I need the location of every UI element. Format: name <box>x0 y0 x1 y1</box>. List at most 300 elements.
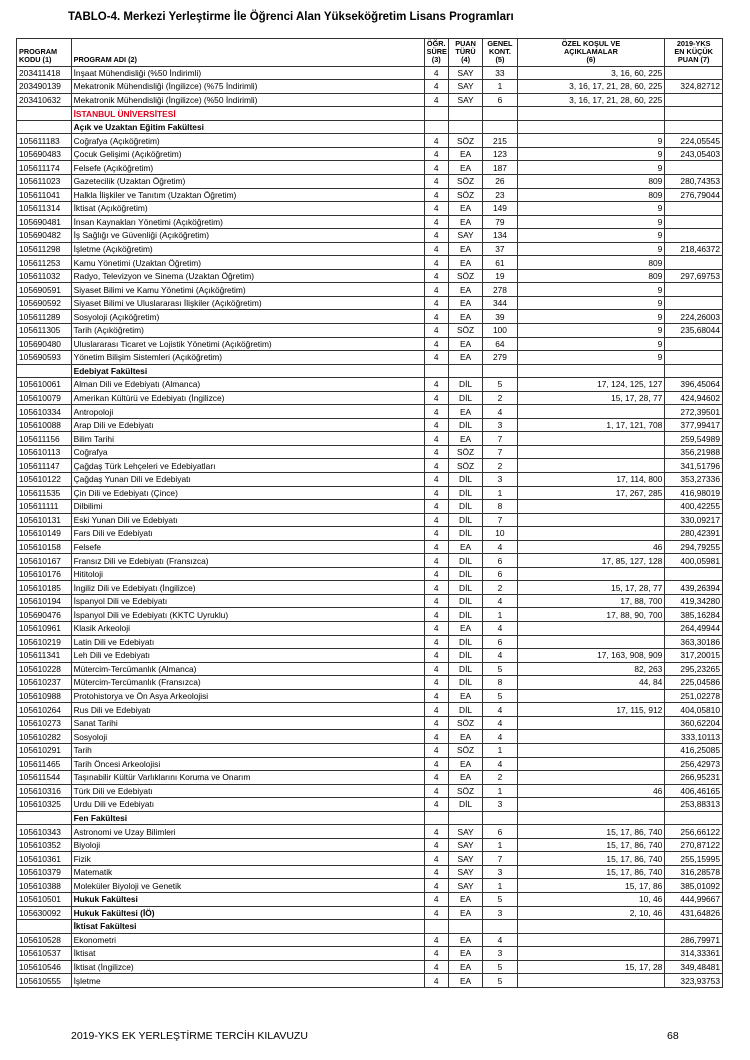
notes: 15, 17, 86, 740 <box>517 838 665 852</box>
program-row <box>17 947 723 961</box>
quota: 8 <box>483 676 517 690</box>
notes: 17, 124, 125, 127 <box>517 378 665 392</box>
program-code: 105610219 <box>17 635 72 649</box>
score-type: EA <box>448 771 482 785</box>
program-name: Taşınabilir Kültür Varlıklarını Koruma ve Onarım <box>71 771 424 785</box>
program-name: Çağdaş Yunan Dili ve Edebiyatı <box>71 473 424 487</box>
notes <box>517 622 665 636</box>
header-min-score: 2019-YKS EN KÜÇÜK PUAN (7) <box>665 39 723 67</box>
score-type: EA <box>448 242 482 256</box>
quota: 3 <box>483 798 517 812</box>
faculty-name: Fen Fakültesi <box>71 811 424 825</box>
faculty-name: Edebiyat Fakültesi <box>71 364 424 378</box>
program-row <box>17 486 723 500</box>
duration: 4 <box>424 581 448 595</box>
score-type: SÖZ <box>448 324 482 338</box>
duration: 4 <box>424 174 448 188</box>
program-name: Hukuk Fakültesi <box>71 892 424 906</box>
score-type: EA <box>448 256 482 270</box>
notes: 3, 16, 17, 21, 28, 60, 225 <box>517 80 665 94</box>
min-score: 295,23265 <box>665 662 723 676</box>
program-name: Leh Dili ve Edebiyatı <box>71 649 424 663</box>
program-code: 105690480 <box>17 337 72 351</box>
program-row <box>17 527 723 541</box>
duration: 4 <box>424 933 448 947</box>
quota: 10 <box>483 527 517 541</box>
notes: 15, 17, 86 <box>517 879 665 893</box>
empty-cell <box>517 920 665 934</box>
notes: 15, 17, 86, 740 <box>517 825 665 839</box>
program-code: 105610325 <box>17 798 72 812</box>
program-code: 105690592 <box>17 296 72 310</box>
program-code: 105610988 <box>17 689 72 703</box>
empty-cell <box>448 107 482 121</box>
program-name: Protohistorya ve Ön Asya Arkeolojisi <box>71 689 424 703</box>
score-type: DİL <box>448 635 482 649</box>
program-name: Arap Dili ve Edebiyatı <box>71 418 424 432</box>
duration: 4 <box>424 310 448 324</box>
min-score: 377,99417 <box>665 418 723 432</box>
program-code: 105690476 <box>17 608 72 622</box>
quota: 5 <box>483 892 517 906</box>
program-row <box>17 134 723 148</box>
program-code: 105611111 <box>17 500 72 514</box>
empty-cell <box>424 811 448 825</box>
duration: 4 <box>424 378 448 392</box>
program-row <box>17 540 723 554</box>
notes <box>517 757 665 771</box>
program-row <box>17 256 723 270</box>
score-type: EA <box>448 351 482 365</box>
program-code: 105610079 <box>17 391 72 405</box>
program-row <box>17 215 723 229</box>
score-type: EA <box>448 960 482 974</box>
score-type: EA <box>448 147 482 161</box>
duration: 4 <box>424 743 448 757</box>
quota: 4 <box>483 703 517 717</box>
program-row <box>17 459 723 473</box>
faculty-row <box>17 120 723 134</box>
quota: 6 <box>483 93 517 107</box>
header-program-name: PROGRAM ADI (2) <box>71 39 424 67</box>
program-code: 105610149 <box>17 527 72 541</box>
min-score: 360,62204 <box>665 716 723 730</box>
quota: 7 <box>483 513 517 527</box>
program-name: Eski Yunan Dili ve Edebiyatı <box>71 513 424 527</box>
program-code: 105611147 <box>17 459 72 473</box>
min-score: 353,27336 <box>665 473 723 487</box>
min-score: 400,42255 <box>665 500 723 514</box>
quota: 5 <box>483 974 517 988</box>
min-score <box>665 567 723 581</box>
program-code: 105610555 <box>17 974 72 988</box>
notes: 17, 114, 800 <box>517 473 665 487</box>
duration: 4 <box>424 473 448 487</box>
notes: 17, 88, 90, 700 <box>517 608 665 622</box>
program-code: 105611298 <box>17 242 72 256</box>
duration: 4 <box>424 418 448 432</box>
quota: 1 <box>483 486 517 500</box>
quota: 5 <box>483 689 517 703</box>
duration: 4 <box>424 635 448 649</box>
min-score: 419,34280 <box>665 594 723 608</box>
duration: 4 <box>424 80 448 94</box>
quota: 1 <box>483 608 517 622</box>
notes: 17, 85, 127, 128 <box>517 554 665 568</box>
program-row <box>17 310 723 324</box>
duration: 4 <box>424 960 448 974</box>
notes: 1, 17, 121, 708 <box>517 418 665 432</box>
notes: 15, 17, 28 <box>517 960 665 974</box>
quota: 1 <box>483 784 517 798</box>
program-code: 105610537 <box>17 947 72 961</box>
quota: 344 <box>483 296 517 310</box>
min-score: 385,16284 <box>665 608 723 622</box>
quota: 1 <box>483 838 517 852</box>
notes: 46 <box>517 540 665 554</box>
university-row <box>17 107 723 121</box>
score-type: EA <box>448 202 482 216</box>
quota: 79 <box>483 215 517 229</box>
program-row <box>17 716 723 730</box>
program-name: Mütercim-Tercümanlık (Fransızca) <box>71 676 424 690</box>
duration: 4 <box>424 540 448 554</box>
program-code: 105610176 <box>17 567 72 581</box>
program-row <box>17 933 723 947</box>
table-header-row <box>17 39 723 67</box>
min-score: 330,09217 <box>665 513 723 527</box>
duration: 4 <box>424 594 448 608</box>
program-code: 105611341 <box>17 649 72 663</box>
min-score: 404,05810 <box>665 703 723 717</box>
duration: 4 <box>424 554 448 568</box>
score-type: EA <box>448 892 482 906</box>
duration: 4 <box>424 513 448 527</box>
score-type: DİL <box>448 662 482 676</box>
program-code: 105611023 <box>17 174 72 188</box>
empty-cell <box>448 120 482 134</box>
program-name: İnsan Kaynakları Yönetimi (Açıköğretim) <box>71 215 424 229</box>
quota: 1 <box>483 80 517 94</box>
program-row <box>17 635 723 649</box>
min-score: 317,20015 <box>665 649 723 663</box>
program-name: İngiliz Dili ve Edebiyatı (İngilizce) <box>71 581 424 595</box>
min-score: 333,10113 <box>665 730 723 744</box>
empty-cell <box>17 811 72 825</box>
program-row <box>17 432 723 446</box>
score-type: SÖZ <box>448 743 482 757</box>
duration: 4 <box>424 771 448 785</box>
program-row <box>17 879 723 893</box>
min-score: 224,05545 <box>665 134 723 148</box>
quota: 4 <box>483 933 517 947</box>
program-name: Kamu Yönetimi (Uzaktan Öğretim) <box>71 256 424 270</box>
duration: 4 <box>424 730 448 744</box>
min-score: 256,66122 <box>665 825 723 839</box>
duration: 4 <box>424 351 448 365</box>
program-code: 105610316 <box>17 784 72 798</box>
program-code: 105610228 <box>17 662 72 676</box>
program-name: Biyoloji <box>71 838 424 852</box>
score-type: DİL <box>448 798 482 812</box>
score-type: SAY <box>448 229 482 243</box>
program-row <box>17 825 723 839</box>
program-name: Sanat Tarihi <box>71 716 424 730</box>
notes <box>517 459 665 473</box>
empty-cell <box>424 364 448 378</box>
empty-cell <box>483 120 517 134</box>
program-code: 105690482 <box>17 229 72 243</box>
table-body <box>17 66 723 987</box>
empty-cell <box>665 920 723 934</box>
program-code: 105630092 <box>17 906 72 920</box>
program-name: Çocuk Gelişimi (Açıköğretim) <box>71 147 424 161</box>
notes: 15, 17, 86, 740 <box>517 852 665 866</box>
min-score: 323,93753 <box>665 974 723 988</box>
min-score <box>665 351 723 365</box>
score-type: DİL <box>448 649 482 663</box>
notes <box>517 716 665 730</box>
score-type: EA <box>448 540 482 554</box>
notes: 46 <box>517 784 665 798</box>
quota: 5 <box>483 378 517 392</box>
score-type: SAY <box>448 879 482 893</box>
score-type: SÖZ <box>448 174 482 188</box>
empty-cell <box>424 920 448 934</box>
score-type: DİL <box>448 473 482 487</box>
program-code: 105610194 <box>17 594 72 608</box>
program-code: 105611041 <box>17 188 72 202</box>
min-score <box>665 161 723 175</box>
duration: 4 <box>424 825 448 839</box>
program-row <box>17 676 723 690</box>
duration: 4 <box>424 283 448 297</box>
program-name: Coğrafya (Açıköğretim) <box>71 134 424 148</box>
program-name: Tarih (Açıköğretim) <box>71 324 424 338</box>
program-code: 203410632 <box>17 93 72 107</box>
program-row <box>17 174 723 188</box>
quota: 215 <box>483 134 517 148</box>
program-row <box>17 188 723 202</box>
duration: 4 <box>424 242 448 256</box>
duration: 4 <box>424 838 448 852</box>
program-name: Moleküler Biyoloji ve Genetik <box>71 879 424 893</box>
program-code: 105610282 <box>17 730 72 744</box>
score-type: SAY <box>448 825 482 839</box>
score-type: DİL <box>448 594 482 608</box>
program-name: Astronomi ve Uzay Bilimleri <box>71 825 424 839</box>
score-type: SÖZ <box>448 716 482 730</box>
program-name: Hititoloji <box>71 567 424 581</box>
program-code: 105610088 <box>17 418 72 432</box>
score-type: DİL <box>448 554 482 568</box>
min-score: 324,82712 <box>665 80 723 94</box>
quota: 2 <box>483 391 517 405</box>
duration: 4 <box>424 757 448 771</box>
program-name: İş Sağlığı ve Güvenliği (Açıköğretim) <box>71 229 424 243</box>
faculty-row <box>17 920 723 934</box>
program-name: Siyaset Bilimi ve Kamu Yönetimi (Açıköğretim) <box>71 283 424 297</box>
program-code: 105610264 <box>17 703 72 717</box>
notes <box>517 933 665 947</box>
program-code: 203490139 <box>17 80 72 94</box>
program-code: 105611253 <box>17 256 72 270</box>
program-code: 105610388 <box>17 879 72 893</box>
duration: 4 <box>424 147 448 161</box>
quota: 149 <box>483 202 517 216</box>
notes <box>517 743 665 757</box>
notes <box>517 527 665 541</box>
score-type: EA <box>448 622 482 636</box>
notes: 10, 46 <box>517 892 665 906</box>
min-score: 416,25085 <box>665 743 723 757</box>
score-type: EA <box>448 947 482 961</box>
min-score: 400,05981 <box>665 554 723 568</box>
program-code: 105610352 <box>17 838 72 852</box>
empty-cell <box>17 107 72 121</box>
notes: 809 <box>517 269 665 283</box>
min-score: 314,33361 <box>665 947 723 961</box>
score-type: DİL <box>448 378 482 392</box>
program-code: 105610273 <box>17 716 72 730</box>
program-row <box>17 283 723 297</box>
program-code: 105611156 <box>17 432 72 446</box>
quota: 2 <box>483 771 517 785</box>
program-name: Çin Dili ve Edebiyatı (Çince) <box>71 486 424 500</box>
min-score: 270,87122 <box>665 838 723 852</box>
program-name: Matematik <box>71 865 424 879</box>
empty-cell <box>517 120 665 134</box>
program-code: 105611032 <box>17 269 72 283</box>
program-row <box>17 730 723 744</box>
program-code: 105610361 <box>17 852 72 866</box>
score-type: SAY <box>448 838 482 852</box>
notes <box>517 500 665 514</box>
program-name: Hukuk Fakültesi (İÖ) <box>71 906 424 920</box>
duration: 4 <box>424 974 448 988</box>
duration: 4 <box>424 93 448 107</box>
notes: 9 <box>517 283 665 297</box>
notes: 9 <box>517 310 665 324</box>
score-type: SAY <box>448 66 482 80</box>
quota: 4 <box>483 757 517 771</box>
quota: 4 <box>483 649 517 663</box>
university-name: İSTANBUL ÜNİVERSİTESİ <box>71 107 424 121</box>
notes: 17, 267, 285 <box>517 486 665 500</box>
min-score: 218,46372 <box>665 242 723 256</box>
program-row <box>17 581 723 595</box>
score-type: SÖZ <box>448 784 482 798</box>
duration: 4 <box>424 445 448 459</box>
program-row <box>17 757 723 771</box>
notes <box>517 513 665 527</box>
program-row <box>17 324 723 338</box>
duration: 4 <box>424 134 448 148</box>
program-row <box>17 296 723 310</box>
score-type: DİL <box>448 418 482 432</box>
faculty-row <box>17 364 723 378</box>
program-row <box>17 960 723 974</box>
quota: 4 <box>483 405 517 419</box>
header-notes: ÖZEL KOŞUL VE AÇIKLAMALAR (6) <box>517 39 665 67</box>
duration: 4 <box>424 229 448 243</box>
notes <box>517 432 665 446</box>
quota: 6 <box>483 554 517 568</box>
duration: 4 <box>424 188 448 202</box>
notes: 15, 17, 86, 740 <box>517 865 665 879</box>
quota: 39 <box>483 310 517 324</box>
duration: 4 <box>424 486 448 500</box>
program-code: 105610961 <box>17 622 72 636</box>
duration: 4 <box>424 405 448 419</box>
program-row <box>17 608 723 622</box>
duration: 4 <box>424 947 448 961</box>
program-row <box>17 567 723 581</box>
score-type: EA <box>448 405 482 419</box>
program-row <box>17 66 723 80</box>
program-row <box>17 445 723 459</box>
min-score <box>665 337 723 351</box>
notes: 809 <box>517 174 665 188</box>
program-code: 105610131 <box>17 513 72 527</box>
faculty-name: İktisat Fakültesi <box>71 920 424 934</box>
quota: 4 <box>483 540 517 554</box>
program-row <box>17 852 723 866</box>
min-score: 416,98019 <box>665 486 723 500</box>
min-score: 225,04586 <box>665 676 723 690</box>
program-row <box>17 662 723 676</box>
duration: 4 <box>424 852 448 866</box>
program-name: Türk Dili ve Edebiyatı <box>71 784 424 798</box>
score-type: DİL <box>448 500 482 514</box>
score-type: SÖZ <box>448 134 482 148</box>
program-row <box>17 161 723 175</box>
duration: 4 <box>424 676 448 690</box>
duration: 4 <box>424 269 448 283</box>
empty-cell <box>424 120 448 134</box>
quota: 1 <box>483 743 517 757</box>
program-code: 105610343 <box>17 825 72 839</box>
header-duration: ÖĞR. SÜRE (3) <box>424 39 448 67</box>
quota: 6 <box>483 825 517 839</box>
empty-cell <box>448 364 482 378</box>
notes: 17, 163, 908, 909 <box>517 649 665 663</box>
min-score: 251,02278 <box>665 689 723 703</box>
min-score: 224,26003 <box>665 310 723 324</box>
min-score: 363,30186 <box>665 635 723 649</box>
program-name: Radyo, Televizyon ve Sinema (Uzaktan Öğretim) <box>71 269 424 283</box>
notes: 9 <box>517 324 665 338</box>
program-code: 105610167 <box>17 554 72 568</box>
program-row <box>17 147 723 161</box>
min-score: 349,48481 <box>665 960 723 974</box>
faculty-name: Açık ve Uzaktan Eğitim Fakültesi <box>71 120 424 134</box>
program-code: 105610061 <box>17 378 72 392</box>
program-row <box>17 649 723 663</box>
program-name: İspanyol Dili ve Edebiyatı (KKTC Uyruklu) <box>71 608 424 622</box>
min-score: 272,39501 <box>665 405 723 419</box>
notes <box>517 445 665 459</box>
program-code: 105610501 <box>17 892 72 906</box>
notes <box>517 689 665 703</box>
score-type: SAY <box>448 852 482 866</box>
quota: 8 <box>483 500 517 514</box>
quota: 23 <box>483 188 517 202</box>
duration: 4 <box>424 716 448 730</box>
program-row <box>17 865 723 879</box>
header-score-type: PUAN TÜRÜ (4) <box>448 39 482 67</box>
program-row <box>17 974 723 988</box>
